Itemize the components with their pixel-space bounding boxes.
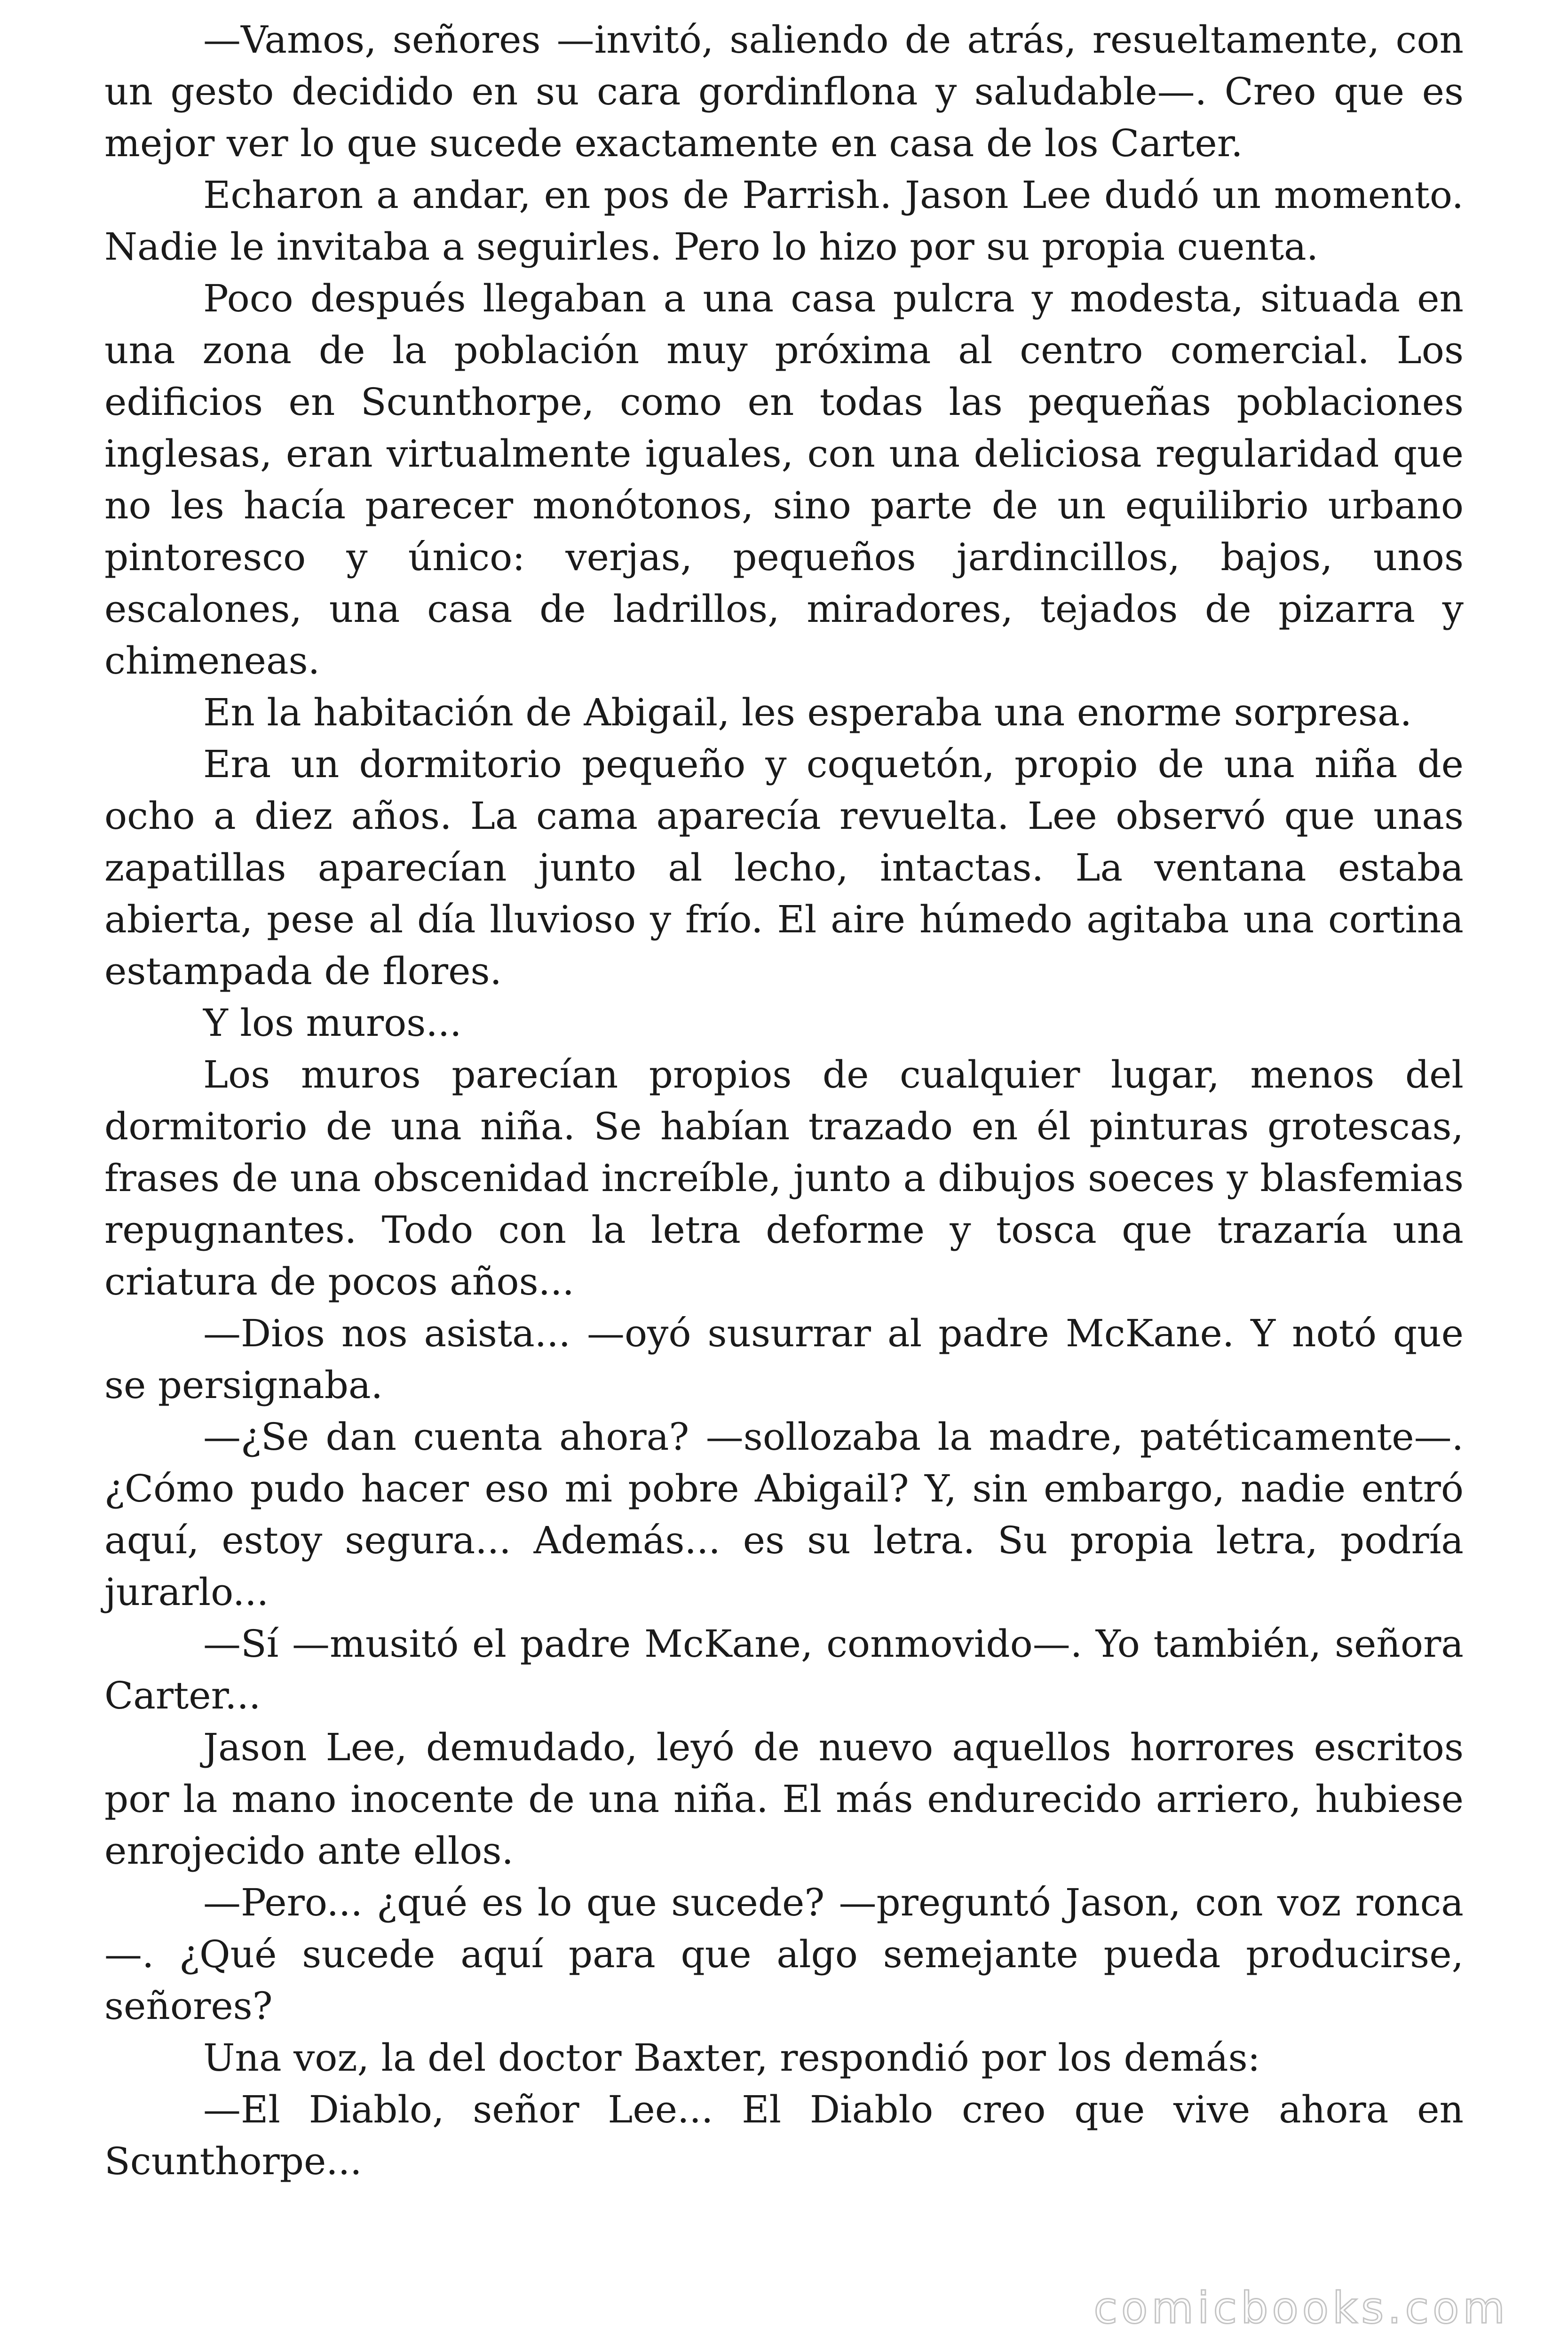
paragraph: Echaron a andar, en pos de Parrish. Jason Lee dudó un momento. Nadie le invitaba a seguirles. Pero lo hizo por su propia cuenta. (104, 173, 1464, 269)
paragraph: Una voz, la del doctor Baxter, respondió por los demás: (203, 2036, 1260, 2080)
paragraph: Poco después llegaban a una casa pulcra y modesta, situada en una zona de la población muy próxima al centro comercial. Los edificios en Scunthorpe, como en todas las pequeñas poblaciones inglesas, eran virtualmente iguales, con una deliciosa regularidad que no les hacía parecer monótonos, sino parte de un equilibrio urbano pintoresco y único: verjas, pequeños jardincillos, bajos, unos escalones, una casa de ladrillos, miradores, tejados de pizarra y chimeneas. (104, 277, 1464, 683)
paragraph: —Vamos, señores —invitó, saliendo de atrás, resueltamente, con un gesto decidido en su cara gordinflona y saludable—. Creo que es mejor ver lo que sucede exactamente en casa de los Carter. (104, 18, 1464, 165)
paragraph: Los muros parecían propios de cualquier lugar, menos del dormitorio de una niña. Se habían trazado en él pinturas grotescas, frases de una obscenidad increíble, junto a dibujos soeces y blasfemias repugnantes. Todo con la letra deforme y tosca que trazaría una criatura de pocos años... (104, 1053, 1464, 1303)
paragraph: —Dios nos asista... —oyó susurrar al padre McKane. Y notó que se persignaba. (104, 1311, 1464, 1407)
document-page (104, 14, 1464, 2187)
paragraph: —¿Se dan cuenta ahora? —sollozaba la madre, patéticamente—. ¿Cómo pudo hacer eso mi pobre Abigail? Y, sin embargo, nadie entró aquí, estoy segura... Además... es su letra. Su propia letra, podría jurarlo... (104, 1415, 1464, 1614)
paragraph: En la habitación de Abigail, les esperaba una enorme sorpresa. (203, 691, 1412, 734)
paragraph: Era un dormitorio pequeño y coquetón, propio de una niña de ocho a diez años. La cama aparecía revuelta. Lee observó que unas zapatillas aparecían junto al lecho, intactas. La ventana estaba abierta, pese al día lluvioso y frío. El aire húmedo agitaba una cortina estampada de flores. (104, 742, 1464, 993)
paragraph: —Sí —musitó el padre McKane, conmovido—. Yo también, señora Carter... (104, 1622, 1464, 1717)
paragraph: —El Diablo, señor Lee... El Diablo creo que vive ahora en Scunthorpe... (104, 2088, 1464, 2183)
paragraph: —Pero... ¿qué es lo que sucede? —preguntó Jason, con voz ronca —. ¿Qué sucede aquí para que algo semejante pueda producirse, señores? (104, 1881, 1464, 2028)
watermark: comicbooks.com (1093, 2283, 1509, 2333)
paragraph: Y los muros... (203, 1001, 462, 1045)
paragraph: Jason Lee, demudado, leyó de nuevo aquellos horrores escritos por la mano inocente de una niña. El más endurecido arriero, hubiese enrojecido ante ellos. (104, 1725, 1464, 1873)
